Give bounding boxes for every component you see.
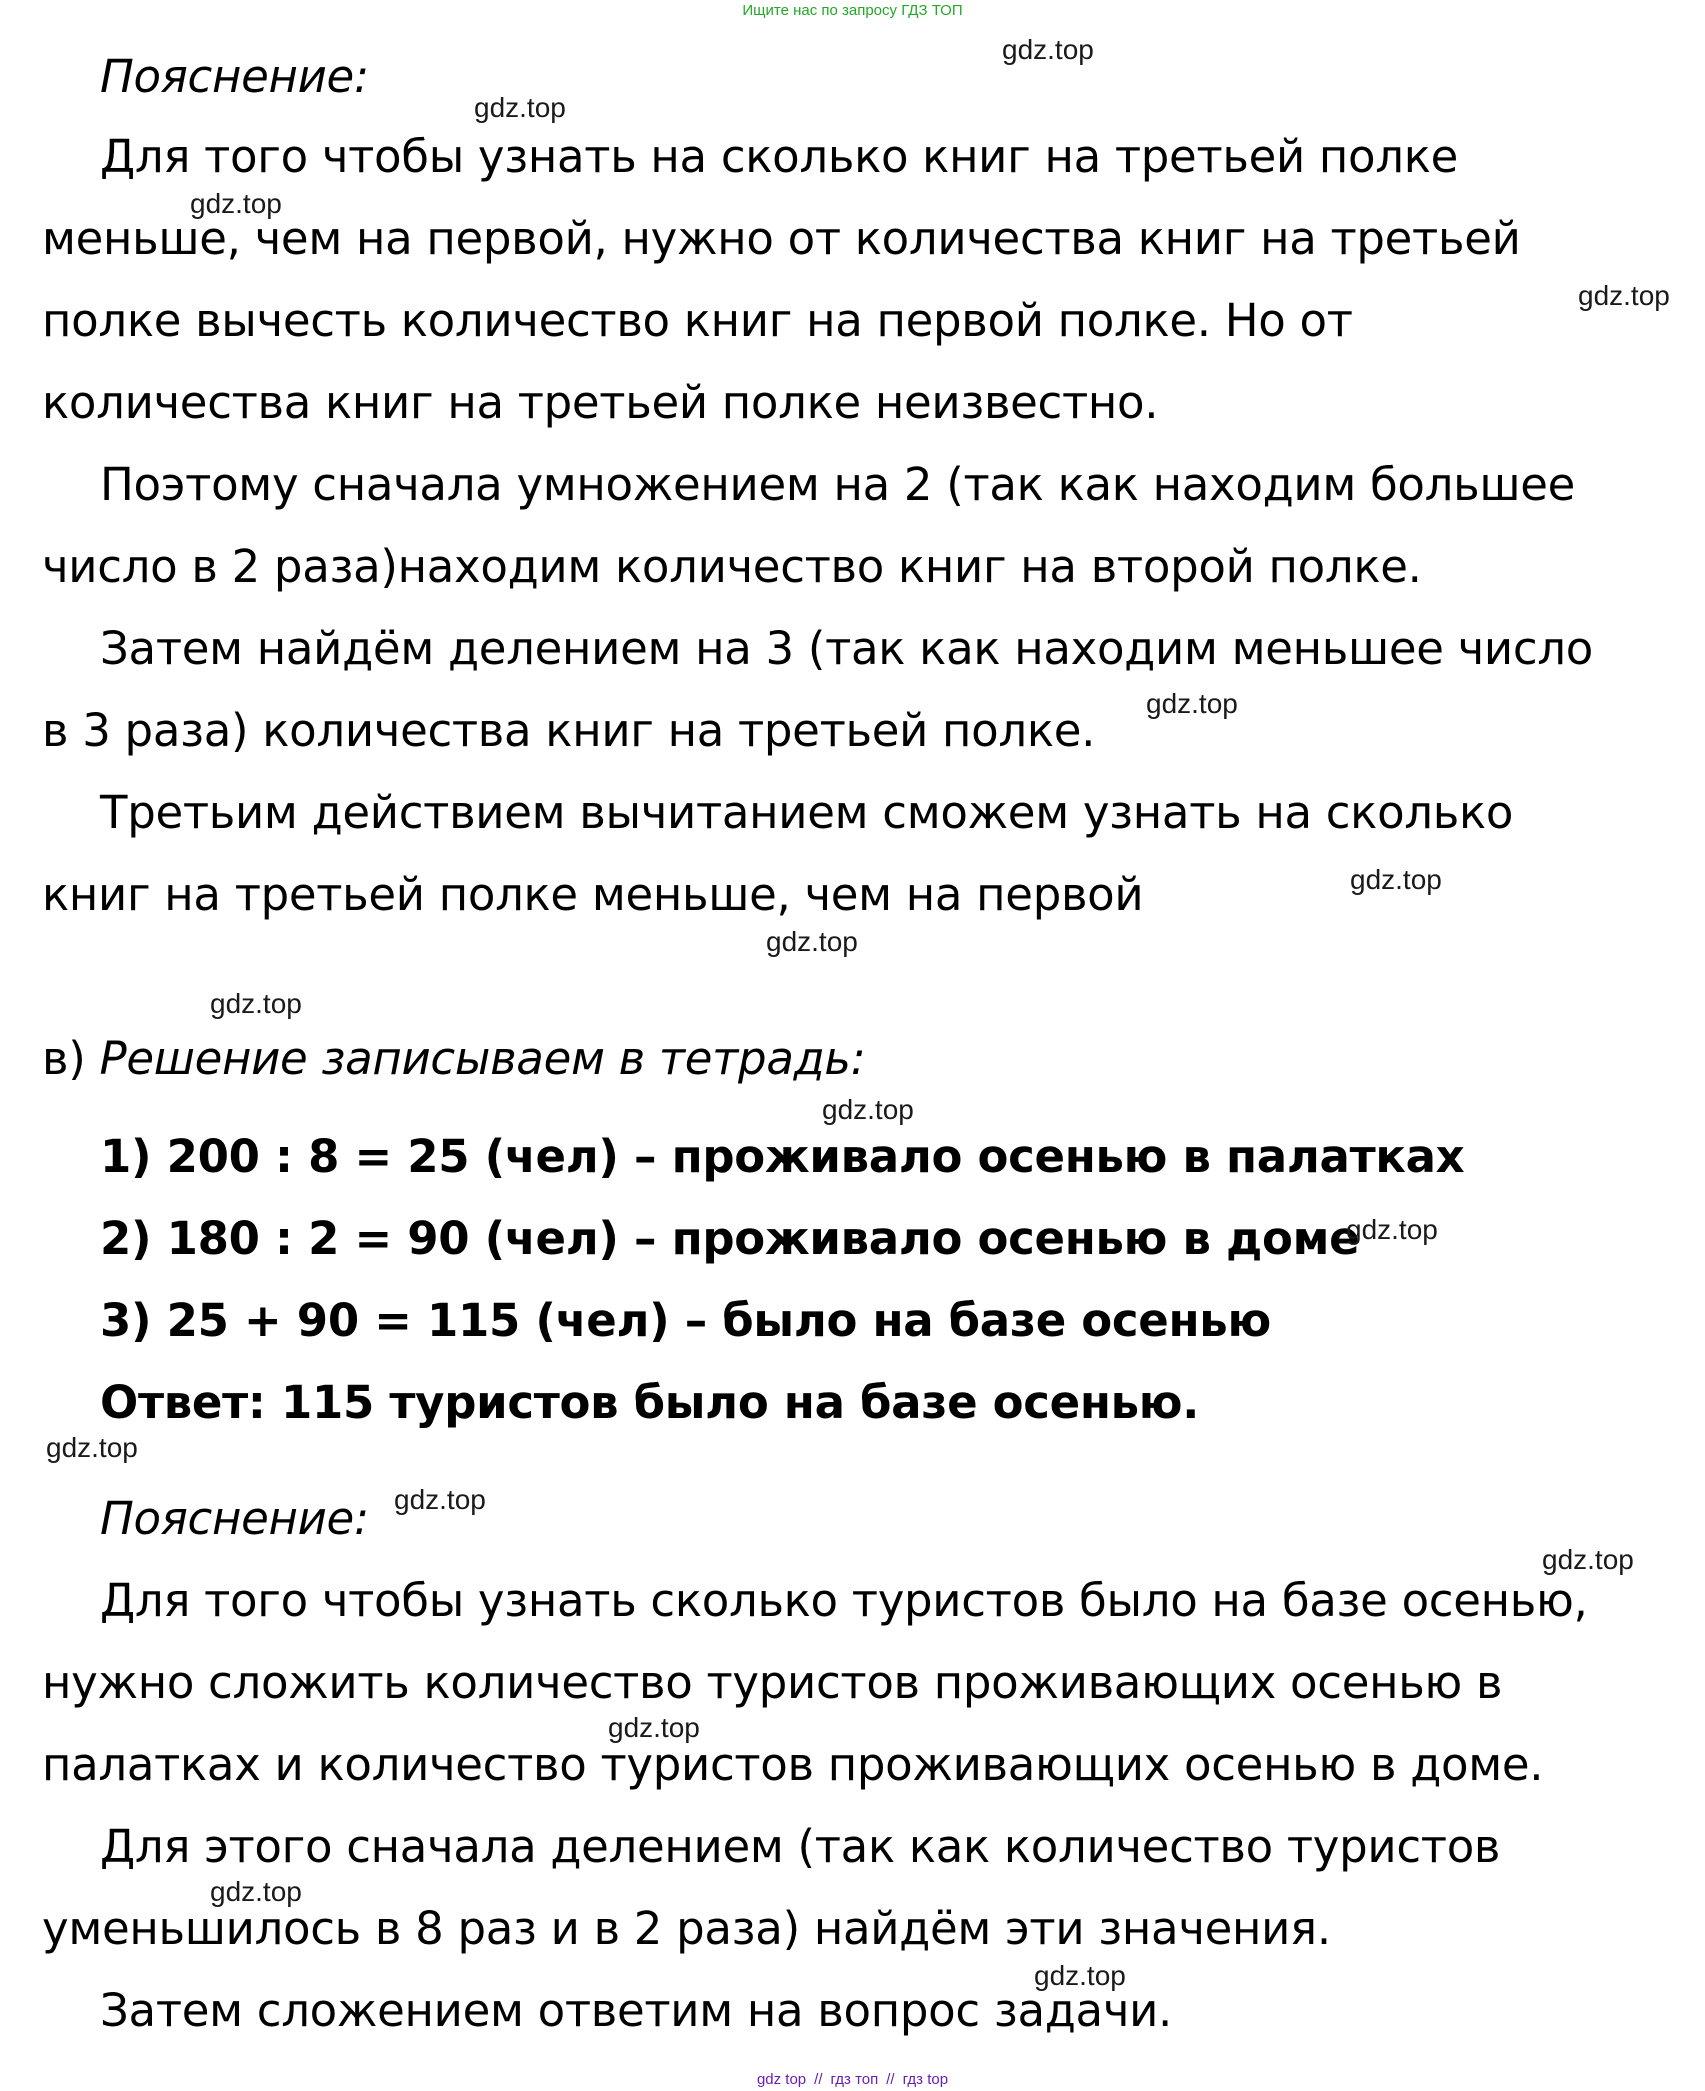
text-line: Третьим действием вычитанием сможем узнать на сколько xyxy=(100,786,1514,839)
text-line: в 3 раза) количества книг на третьей полке. xyxy=(42,704,1096,757)
watermark: gdz.top xyxy=(46,1432,138,1463)
solution-heading xyxy=(42,1032,866,1086)
watermark: gdz.top xyxy=(1034,1960,1126,1991)
answer-line: Ответ: 115 туристов было на базе осенью. xyxy=(100,1376,1200,1429)
watermark: gdz.top xyxy=(394,1484,486,1515)
text-line: Для того чтобы узнать на сколько книг на третьей полке xyxy=(100,130,1458,183)
solution-heading-text: Решение записываем в тетрадь: xyxy=(99,1032,866,1085)
text-line: меньше, чем на первой, нужно от количества книг на третьей xyxy=(42,212,1521,265)
text-line: количества книг на третьей полке неизвестно. xyxy=(42,376,1159,429)
footer-link[interactable]: гдз top xyxy=(902,2071,949,2088)
footer-separator: // xyxy=(886,2071,895,2088)
text-line: книг на третьей полке меньше, чем на первой xyxy=(42,868,1144,921)
watermark: gdz.top xyxy=(210,1876,302,1907)
text-line: полке вычесть количество книг на первой полке. Но от xyxy=(42,294,1353,347)
item-label: в) xyxy=(42,1032,86,1085)
watermark: gdz.top xyxy=(822,1094,914,1125)
footer-links xyxy=(0,2071,1705,2088)
watermark: gdz.top xyxy=(210,988,302,1019)
text-line: Затем сложением ответим на вопрос задачи. xyxy=(100,1984,1173,2037)
footer-separator: // xyxy=(814,2071,823,2088)
text-line: нужно сложить количество туристов проживающих осенью в xyxy=(42,1656,1503,1709)
watermark: gdz.top xyxy=(474,92,566,123)
text-line: уменьшилось в 8 раз и в 2 раза) найдём эти значения. xyxy=(42,1902,1331,1955)
solution-step: 2) 180 : 2 = 90 (чел) – проживало осенью в доме xyxy=(100,1212,1360,1265)
explanation-heading: Пояснение: xyxy=(100,1492,369,1545)
text-line: Для того чтобы узнать сколько туристов было на базе осенью, xyxy=(100,1574,1588,1627)
watermark: gdz.top xyxy=(1542,1544,1634,1575)
top-banner: Ищите нас по запросу ГДЗ ТОП xyxy=(742,2,963,19)
watermark: gdz.top xyxy=(1346,1214,1438,1245)
watermark: gdz.top xyxy=(1002,34,1094,65)
watermark: gdz.top xyxy=(608,1712,700,1743)
watermark: gdz.top xyxy=(766,926,858,957)
footer-link[interactable]: gdz top xyxy=(756,2071,807,2088)
text-line: число в 2 раза)находим количество книг на второй полке. xyxy=(42,540,1422,593)
text-line: Поэтому сначала умножением на 2 (так как находим большее xyxy=(100,458,1575,511)
text-line: Для этого сначала делением (так как количество туристов xyxy=(100,1820,1501,1873)
explanation-heading: Пояснение: xyxy=(100,50,369,103)
text-line: Затем найдём делением на 3 (так как находим меньшее число xyxy=(100,622,1593,675)
watermark: gdz.top xyxy=(1146,688,1238,719)
watermark: gdz.top xyxy=(1350,864,1442,895)
watermark: gdz.top xyxy=(1578,280,1670,311)
solution-step: 1) 200 : 8 = 25 (чел) – проживало осенью в палатках xyxy=(100,1130,1465,1183)
text-line: палатках и количество туристов проживающих осенью в доме. xyxy=(42,1738,1544,1791)
footer-link[interactable]: гдз топ xyxy=(830,2071,879,2088)
watermark: gdz.top xyxy=(190,188,282,219)
solution-step: 3) 25 + 90 = 115 (чел) – было на базе осенью xyxy=(100,1294,1271,1347)
